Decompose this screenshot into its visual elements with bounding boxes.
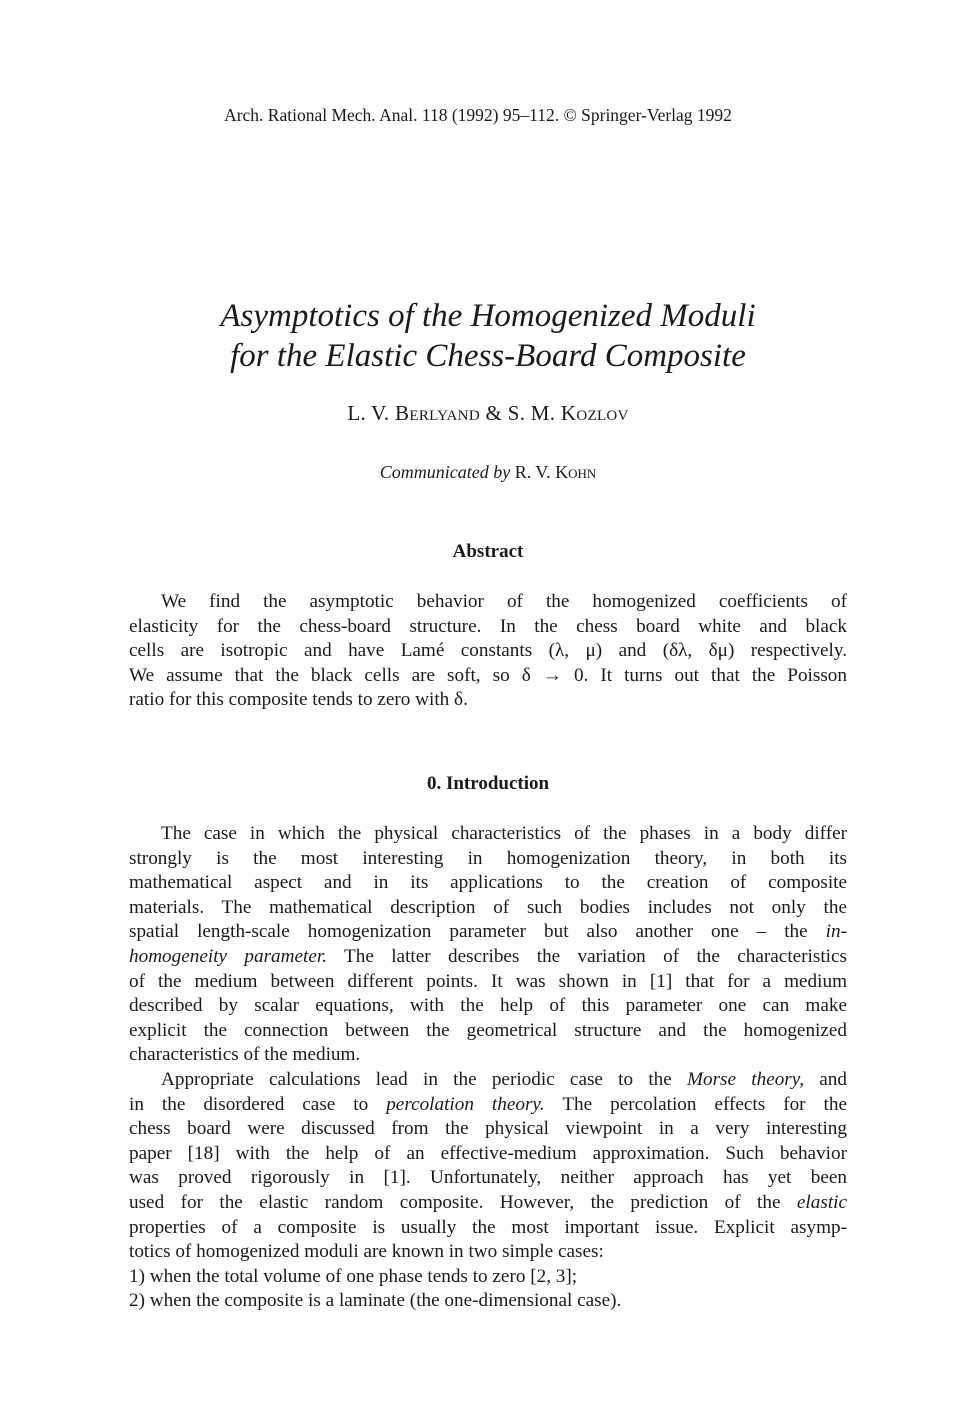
intro-line: explicit the connection between the geometrical structure and the homogenized [129,1019,847,1041]
intro-text: in the disordered case to [129,1093,387,1115]
abstract-heading: Abstract [452,541,524,562]
abstract-line: cells are isotropic and have Lamé constants (λ, μ) and (δλ, δμ) respectively. [129,640,847,662]
intro-line: chess board were discussed from the physical viewpoint in a very interesting [129,1118,847,1140]
intro-text: The percolation effects for the [544,1093,847,1115]
intro-line: totics of homogenized moduli are known in two simple cases: [129,1241,604,1263]
intro-text: used for the elastic random composite. However, the prediction of the [129,1191,797,1213]
abstract-line: elasticity for the chess-board structure. In the chess board white and black [129,615,847,637]
introduction-body [129,822,847,1314]
author-1-initials: L. V. [347,401,390,425]
intro-emphasis: homogeneity parameter. [129,945,328,967]
abstract-line: We assume that the black cells are soft, so δ → 0. It turns out that the Poisson [129,664,847,686]
abstract-body [129,590,847,713]
introduction-heading: 0. Introduction [426,773,550,794]
communicated-by [0,460,976,484]
intro-emphasis: in- [825,921,847,943]
intro-line [129,920,847,945]
author-2-surname: Kozlov [560,401,629,425]
intro-line: 1) when the total volume of one phase tends to zero [2, 3]; [129,1265,578,1287]
intro-line: 2) when the composite is a laminate (the one-dimensional case). [129,1290,622,1312]
intro-line: characteristics of the medium. [129,1044,361,1066]
intro-line: described by scalar equations, with the help of this parameter one can make [129,995,847,1017]
author-1-surname: Berlyand [395,401,480,425]
intro-text: and [804,1068,847,1090]
abstract-line: ratio for this composite tends to zero with δ. [129,689,468,711]
author-2-initials: S. M. [507,401,556,425]
intro-line [129,945,847,970]
intro-line [129,1191,847,1216]
paper-title [0,296,976,376]
communicator-initials: R. V. [514,462,551,482]
intro-emphasis: percolation theory. [386,1093,545,1115]
intro-text: Appropriate calculations lead in the periodic case to the [161,1068,688,1090]
author-separator: & [485,401,503,425]
intro-line: materials. The mathematical description of such bodies includes not only the [129,896,847,918]
intro-line: The case in which the physical characteristics of the phases in a body differ [161,823,847,844]
intro-line: properties of a composite is usually the most important issue. Explicit asymp- [129,1216,847,1238]
title-line-2: for the Elastic Chess-Board Composite [230,338,746,374]
abstract-line: We find the asymptotic behavior of the homogenized coefficients of [161,591,847,612]
intro-line [129,1093,847,1118]
authors [0,400,976,426]
intro-emphasis: elastic [796,1191,847,1213]
intro-line: strongly is the most interesting in homogenization theory, in both its [129,847,847,869]
intro-line: mathematical aspect and in its applications to the creation of composite [129,872,847,894]
communicator-surname: Kohn [555,462,597,482]
intro-line: of the medium between different points. It was shown in [1] that for a medium [129,970,847,992]
intro-line [129,1068,847,1093]
title-line-1: Asymptotics of the Homogenized Moduli [220,298,756,334]
intro-text: The latter describes the variation of the characteristics [327,945,847,967]
intro-text: spatial length-scale homogenization parameter but also another one – the [129,921,826,943]
intro-emphasis: Morse theory, [687,1068,805,1090]
intro-line: was proved rigorously in [1]. Unfortunately, neither approach has yet been [129,1167,847,1189]
communicated-prefix: Communicated by [379,462,511,482]
journal-citation: Arch. Rational Mech. Anal. 118 (1992) 95–112. © Springer-Verlag 1992 [224,105,732,125]
intro-line: paper [18] with the help of an effective-medium approximation. Such behavior [129,1142,847,1164]
